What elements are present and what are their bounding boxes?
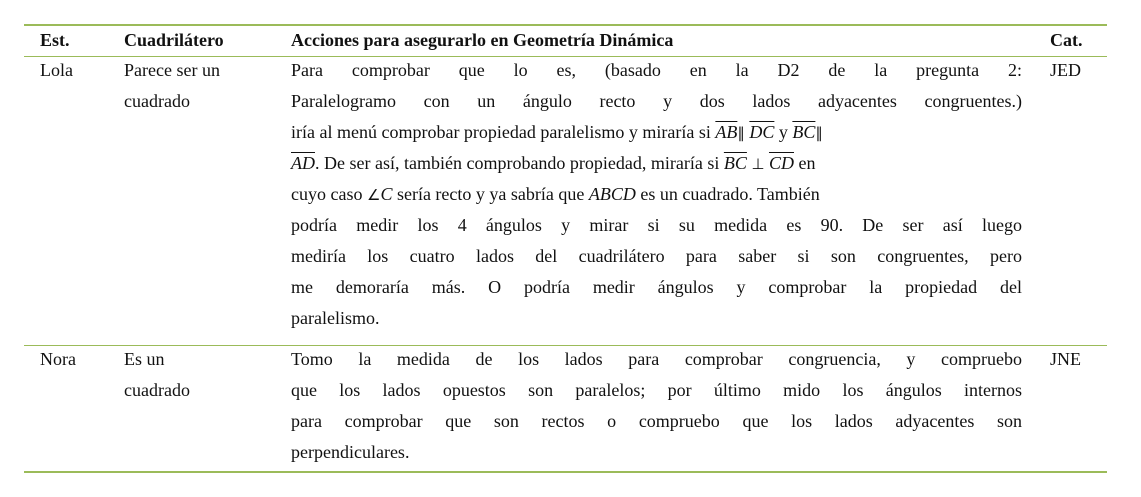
acciones-line — [291, 179, 1022, 210]
cuadrilatero-line: cuadrado — [124, 91, 190, 111]
header-acciones: Acciones para asegurarlo en Geometría Dinámica — [291, 30, 674, 50]
cuadrilatero-line: Es un — [124, 349, 165, 369]
acciones-line — [291, 117, 1022, 148]
table-row-lola-acciones — [291, 55, 1022, 334]
segment-cd: $\overline{CD}$ — [768, 153, 794, 173]
acciones-line: mediría los cuatro lados del cuadrilátero para saber si son congruentes, pero — [291, 246, 1022, 266]
acciones-line: para comprobar que son rectos o compruebo que los lados adyacentes son — [291, 411, 1022, 431]
segment-bc-2: $\overline{BC}$ — [723, 153, 747, 173]
text-fragment: cuyo caso — [291, 184, 367, 204]
header-cat: Cat. — [1050, 30, 1083, 50]
header-est: Est. — [40, 30, 70, 50]
cuadrilatero-line: cuadrado — [124, 380, 190, 400]
text-fragment: sería recto y ya sabría que — [392, 184, 589, 204]
parallel-symbol: ∥ — [737, 124, 745, 142]
table-row-nora-est: Nora — [40, 349, 76, 369]
table-bottom-rule — [24, 471, 1107, 473]
table-row-lola-cuadrilatero — [124, 55, 279, 117]
angle-c: C — [380, 184, 393, 204]
acciones-line: que los lados opuestos son paralelos; por último mido los ángulos internos — [291, 380, 1022, 400]
parallel-symbol: ∥ — [815, 124, 823, 142]
header-cuadrilatero: Cuadrilátero — [124, 30, 224, 50]
segment-ad: $\overline{AD}$ — [291, 153, 315, 173]
acciones-line: Paralelogramo con un ángulo recto y dos lados adyacentes congruentes.) — [291, 91, 1022, 111]
acciones-line: podría medir los 4 ángulos y mirar si su medida es 90. De ser así luego — [291, 215, 1022, 235]
segment-dc: $\overline{DC}$ — [749, 122, 775, 142]
angle-symbol: ∠ — [366, 186, 381, 204]
text-fragment: y — [774, 122, 793, 142]
acciones-line: paralelismo. — [291, 308, 380, 328]
text-fragment: es un cuadrado. También — [635, 184, 820, 204]
perpendicular-symbol: ⊥ — [751, 155, 765, 173]
acciones-line: me demoraría más. O podría medir ángulos y comprobar la propiedad del — [291, 277, 1022, 297]
acciones-line: Para comprobar que lo es, (basado en la D2 de la pregunta 2: — [291, 60, 1022, 80]
acciones-line: perpendiculares. — [291, 442, 410, 462]
segment-ab: $\overline{AB}$ — [715, 122, 738, 142]
table-row-nora-cuadrilatero — [124, 344, 279, 406]
text-fragment: en — [794, 153, 816, 173]
table-row-nora-cat: JNE — [1050, 349, 1081, 369]
acciones-line: Tomo la medida de los lados para comprobar congruencia, y compruebo — [291, 349, 1022, 369]
segment-bc: $\overline{BC}$ — [792, 122, 816, 142]
cuadrilatero-line: Parece ser un — [124, 60, 220, 80]
text-fragment: . De ser así, también comprobando propiedad, miraría si — [315, 153, 724, 173]
text-fragment: iría al menú comprobar propiedad paralelismo y miraría si — [291, 122, 716, 142]
table-row-lola-est: Lola — [40, 60, 73, 80]
table-row-lola-cat: JED — [1050, 60, 1081, 80]
abcd-label: ABCD — [588, 184, 636, 204]
table-row-nora-acciones — [291, 344, 1022, 468]
acciones-line — [291, 148, 1022, 179]
